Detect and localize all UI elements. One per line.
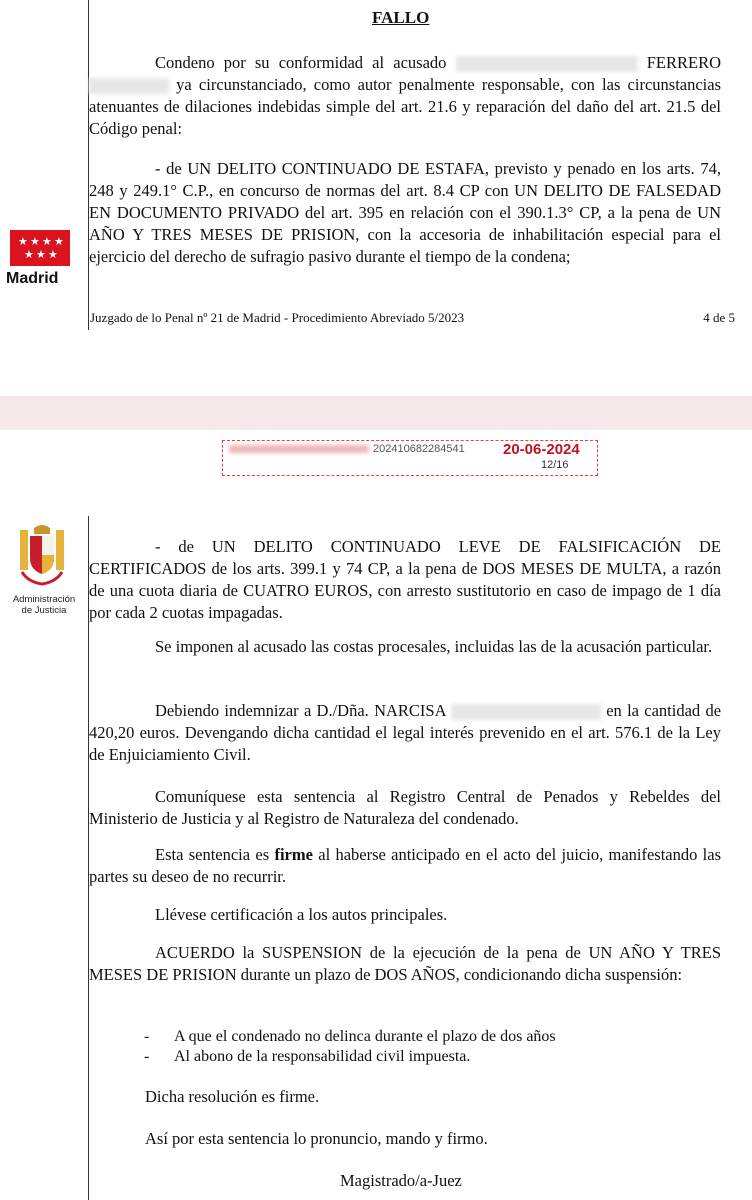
page-separator [0, 396, 752, 430]
stamp-date: 20-06-2024 [503, 441, 580, 458]
signature-label: Magistrado/a-Juez [340, 1171, 462, 1190]
comunidad-madrid-logo [6, 230, 70, 288]
page-footer [90, 310, 735, 326]
redacted-name [456, 56, 638, 72]
suspension-paragraph: ACUERDO la SUSPENSION de la ejecución de la pena de UN AÑO Y TRES MESES DE PRISION durante un plazo de DOS AÑOS, condicionando dicha suspensión: [89, 943, 721, 984]
communication-paragraph: Comuníquese esta sentencia al Registro Central de Penados y Rebeldes del Ministerio de Justicia y al Registro de Naturaleza del condenado. [89, 787, 721, 828]
stamp-code: 202410682284541 [373, 443, 465, 455]
indemnization-paragraph: Debiendo indemnizar a D./Dña. NARCISA en la cantidad de 420,20 euros. Devengando dicha cantidad el legal interés prevenido en el art. 576.1 de la Ley de Enjuiciamiento Civil. [89, 701, 722, 764]
court-reference: Juzgado de lo Penal nº 21 de Madrid - Procedimiento Abreviado 5/2023 [90, 310, 465, 325]
justicia-logo-label: Administración de Justicia [12, 594, 76, 616]
sentence-paragraph-1: - de UN DELITO CONTINUADO DE ESTAFA, previsto y penado en los arts. 74, 248 y 249.1° C.P., en concurso de normas del art. 8.4 CP con UN DELITO DE FALSEDAD EN DOCUMENTO PRIVADO del art. 395 en relación con el 390.1.3° CP, a la pena de UN AÑO Y TRES MESES DE PRISION, con la accesoria de inhabilitación especial para el ejercicio del derecho de sufragio pasivo durante el tiempo de la condena; [89, 159, 721, 266]
page-number: 4 de 5 [703, 310, 735, 325]
resolution-line: Dicha resolución es firme. [145, 1087, 320, 1106]
document-page-1 [0, 0, 752, 396]
closing-line: Así por esta sentencia lo pronuncio, mando y firmo. [145, 1129, 488, 1148]
document-page-2 [0, 430, 752, 1200]
costas-paragraph: Se imponen al acusado las costas procesales, incluidas las de la acusación particular. [155, 637, 713, 656]
firmness-paragraph: Esta sentencia es firme al haberse anticipado en el acto del juicio, manifestando las partes su deseo de no recurrir. [89, 845, 722, 886]
madrid-flag-icon: ★ ★ ★ ★ ★ ★ ★ [10, 230, 70, 266]
redacted-name [89, 78, 169, 94]
list-item: - A que el condenado no delinca durante el plazo de dos años [144, 1028, 556, 1045]
certification-paragraph: Llévese certificación a los autos principales. [155, 905, 448, 924]
list-item: - Al abono de la responsabilidad civil impuesta. [144, 1048, 471, 1065]
sentence-paragraph-2: - de UN DELITO CONTINUADO LEVE DE FALSIFICACIÓN DE CERTIFICADOS de los arts. 399.1 y 74 CP, a la pena de DOS MESES DE MULTA, a razón de una cuota diaria de CUATRO EUROS, con arresto sustitutorio en caso de impago de 1 día por cada 2 cuotas impagadas. [89, 537, 721, 622]
section-heading: FALLO [372, 8, 430, 27]
logo-label: Madrid [6, 270, 59, 287]
redacted-name [451, 704, 601, 720]
notification-stamp [222, 440, 598, 476]
coat-of-arms-icon [14, 524, 70, 586]
stamp-pages: 12/16 [541, 459, 569, 471]
redacted-stamp-text [229, 445, 369, 453]
intro-paragraph: Condeno por su conformidad al acusado FERRERO ya circunstanciado, como autor penalmente responsable, con las circunstancias atenuantes de dilaciones indebidas simple del art. 21.6 y reparación del daño del art. 21.5 del Código penal: [89, 53, 722, 138]
